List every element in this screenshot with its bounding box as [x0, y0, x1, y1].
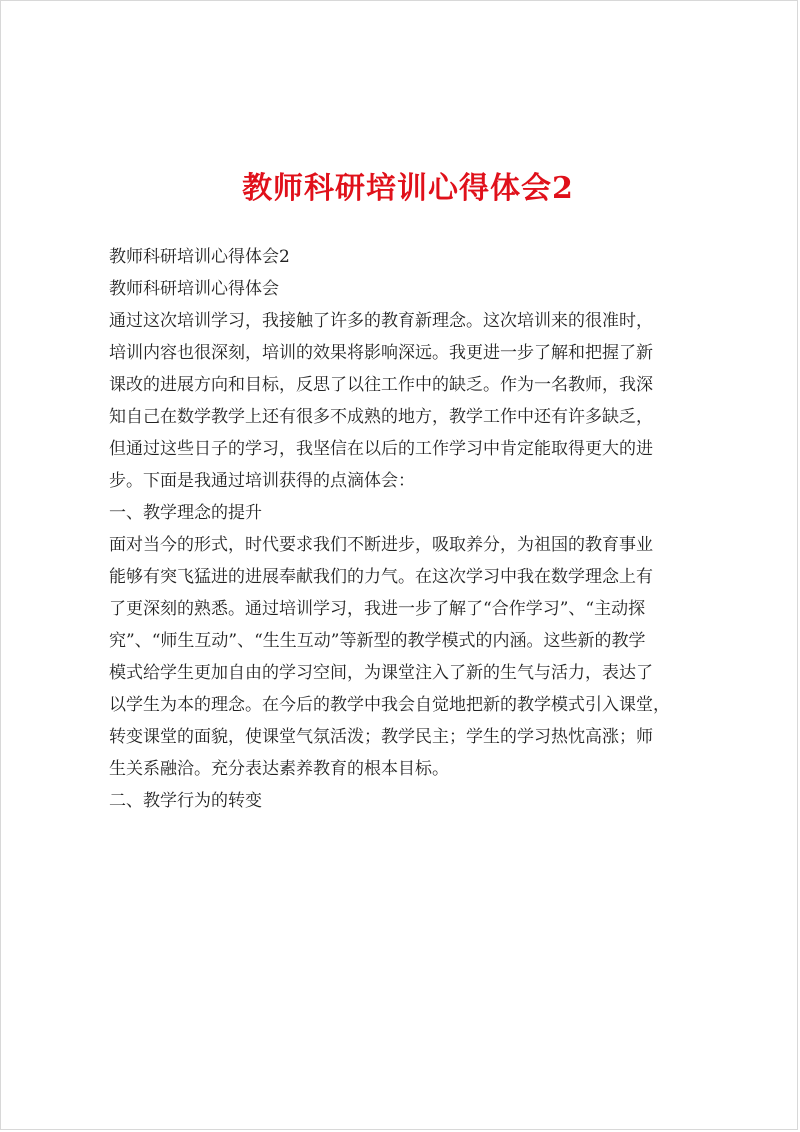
paragraph-line: 究”、“师生互动”、“生生互动”等新型的教学模式的内涵。这些新的教学 — [109, 631, 646, 651]
paragraph-line: 了更深刻的熟悉。通过培训学习，我进一步了解了“合作学习”、“主动探 — [109, 599, 646, 619]
section-heading: 一、教学理念的提升 — [109, 503, 262, 523]
subtitle-line: 教师科研培训心得体会2 — [109, 247, 290, 267]
paragraph-line: 但通过这些日子的学习，我坚信在以后的工作学习中肯定能取得更大的进 — [109, 439, 653, 459]
paragraph-line: 以学生为本的理念。在今后的教学中我会自觉地把新的教学模式引入课堂， — [109, 695, 670, 715]
document-title: 教师科研培训心得体会2 — [242, 171, 574, 206]
paragraph-line: 生关系融洽。充分表达素养教育的根本目标。 — [109, 759, 449, 779]
paragraph-line: 培训内容也很深刻，培训的效果将影响深远。我更进一步了解和把握了新 — [109, 343, 653, 363]
document-body — [109, 169, 707, 817]
subtitle-line: 教师科研培训心得体会 — [109, 279, 279, 299]
paragraph-line: 面对当今的形式，时代要求我们不断进步，吸取养分，为祖国的教育事业 — [109, 535, 653, 555]
paragraph-line: 步。下面是我通过培训获得的点滴体会： — [109, 471, 415, 491]
paragraph-line: 模式给学生更加自由的学习空间，为课堂注入了新的生气与活力，表达了 — [109, 663, 653, 683]
paragraph-line: 知自己在数学教学上还有很多不成熟的地方，教学工作中还有许多缺乏， — [109, 407, 653, 427]
paragraph-line: 能够有突飞猛进的进展奉献我们的力气。在这次学习中我在数学理念上有 — [109, 567, 653, 587]
paragraph-line: 转变课堂的面貌，使课堂气氛活泼；教学民主；学生的学习热忱高涨；师 — [109, 727, 653, 747]
section-heading: 二、教学行为的转变 — [109, 791, 262, 811]
paragraph-line: 通过这次培训学习，我接触了许多的教育新理念。这次培训来的很准时， — [109, 311, 653, 331]
paragraph-line: 课改的进展方向和目标，反思了以往工作中的缺乏。作为一名教师，我深 — [109, 375, 653, 395]
